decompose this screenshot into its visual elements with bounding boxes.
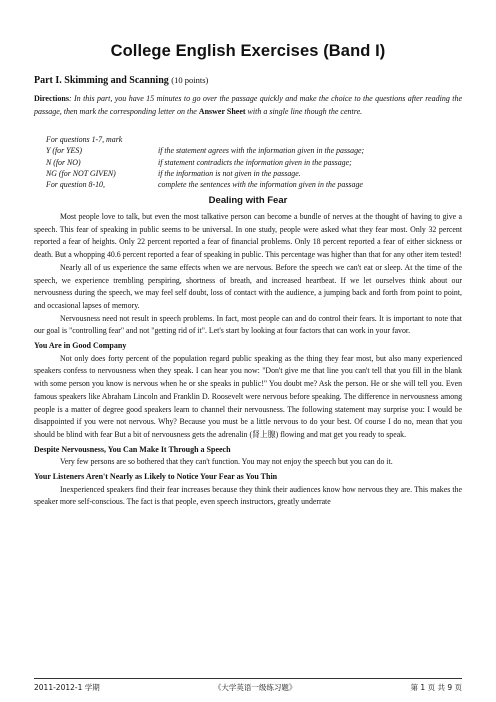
answer-key-term: NG (for NOT GIVEN) xyxy=(46,168,116,178)
section-heading: You Are in Good Company xyxy=(34,341,127,351)
answer-key-desc: complete the sentences with the information given in the passage xyxy=(158,180,363,190)
part-heading-text: Part I. Skimming and Scanning xyxy=(34,75,169,86)
answer-key-list xyxy=(46,134,364,190)
part-points: (10 points) xyxy=(171,75,209,85)
passage-body xyxy=(34,211,462,509)
part-heading xyxy=(34,75,208,86)
section-heading: Despite Nervousness, You Can Make It Through a Speech xyxy=(34,444,231,454)
directions-text-after: with a single line though the centre. xyxy=(245,106,363,116)
passage-paragraph: Nervousness need not result in speech problems. In fact, most people can and do control their fears. It is important to note that our goal is "controlling fear" and not "getting rid of it". Let's start by looking at four factors that can work in your favor. xyxy=(34,313,462,336)
document-title: College English Exercises (Band I) xyxy=(110,42,386,60)
footer-course: 《大学英语一级练习题》 xyxy=(213,683,297,692)
passage-paragraph: Not only does forty percent of the population regard public speaking as the thing they fear most, but also many experienced speakers confess to nervousness when they speak. I can hear you now: "Don't give me that line you can't tell that you fill in the blank with some person you know is nervous when he or she speaks in public!" You doubt me? Ask the person. He or she will tell you. Even famous speakers like Abraham Lincoln and Franklin D. Roosevelt were nervous before speaking. The difference in nervousness among people is a matter of degree good speakers learn to channel their nervousness. The following statement may surprise you: I would be disappointed if you were not nervous. Why? Because you must be a little nervous to do your best. Of course I do no, mean that you should be blind with fear But a bit of nervousness gets the adrenalin (肾上腺) flowing and mat get you ready to speak. xyxy=(34,353,462,439)
answer-key-desc: if the statement agrees with the information given in the passage; xyxy=(158,146,365,156)
footer-term: 2011-2012-1 学期 xyxy=(34,683,100,692)
answer-key-row xyxy=(46,157,364,168)
passage-paragraph: Most people love to talk, but even the most talkative person can become a bundle of nerves at the thought of having to give a speech. This fear of speaking in public seems to be universal. In one study, people were asked what they fear most. Only 32 percent reported a fear of heights. Only 22 percent reported a fear of financial problems. Only 18 percent reported a fear of either sickness or death. But a whopping 40.6 percent reported a fear of speaking in public. This percentage was higher than that for any other item tested! xyxy=(34,212,462,260)
page-footer xyxy=(34,678,462,693)
passage-paragraph: Nearly all of us experience the same effects when we are nervous. Before the speech we can't eat or sleep. At the time of the speech, we experience trembling perspiring, shortness of breath, and increased heartbeat. If we let ourselves think about our nervousness during the speech, we may feel self doubt, loss of contact with the audience, a jumping back and forth from point to point, and occasional lapses of memory. xyxy=(34,262,462,310)
answer-key-term: For question 8-10, xyxy=(46,180,105,190)
answer-key-desc: if the information is not given in the passage. xyxy=(158,168,301,178)
answer-key-row xyxy=(46,134,364,145)
answer-key-row xyxy=(46,145,364,156)
passage-paragraph: Inexperienced speakers find their fear increases because they think their audiences know how nervous they are. This makes the speaker more self-conscious. The fact is that people, even speech instructors, greatly underrate xyxy=(34,484,462,507)
passage-paragraph: Very few persons are so bothered that they can't function. You may not enjoy the speech but you can do it. xyxy=(60,457,393,467)
answer-key-term: N (for NO) xyxy=(46,157,81,167)
footer-page-number: 第 1 页 共 9 页 xyxy=(410,683,462,692)
directions xyxy=(34,93,462,119)
answer-key-row xyxy=(46,179,364,190)
answer-key-desc: if statement contradicts the information given in the passage; xyxy=(158,157,352,167)
section-heading: Your Listeners Aren't Nearly as Likely to Notice Your Fear as You Thin xyxy=(34,472,278,482)
answer-sheet-label: Answer Sheet xyxy=(198,106,246,116)
directions-label: Directions xyxy=(34,94,69,103)
answer-key-term: For questions 1-7, mark xyxy=(46,135,123,144)
passage-title: Dealing with Fear xyxy=(208,195,288,206)
answer-key-row xyxy=(46,168,364,179)
answer-key-term: Y (for YES) xyxy=(46,146,82,156)
directions-text-before: : In this part, you have 15 minutes to go over the passage quickly and make the choice to the questions after reading the passage, then mark the corresponding letter on the xyxy=(34,94,462,116)
